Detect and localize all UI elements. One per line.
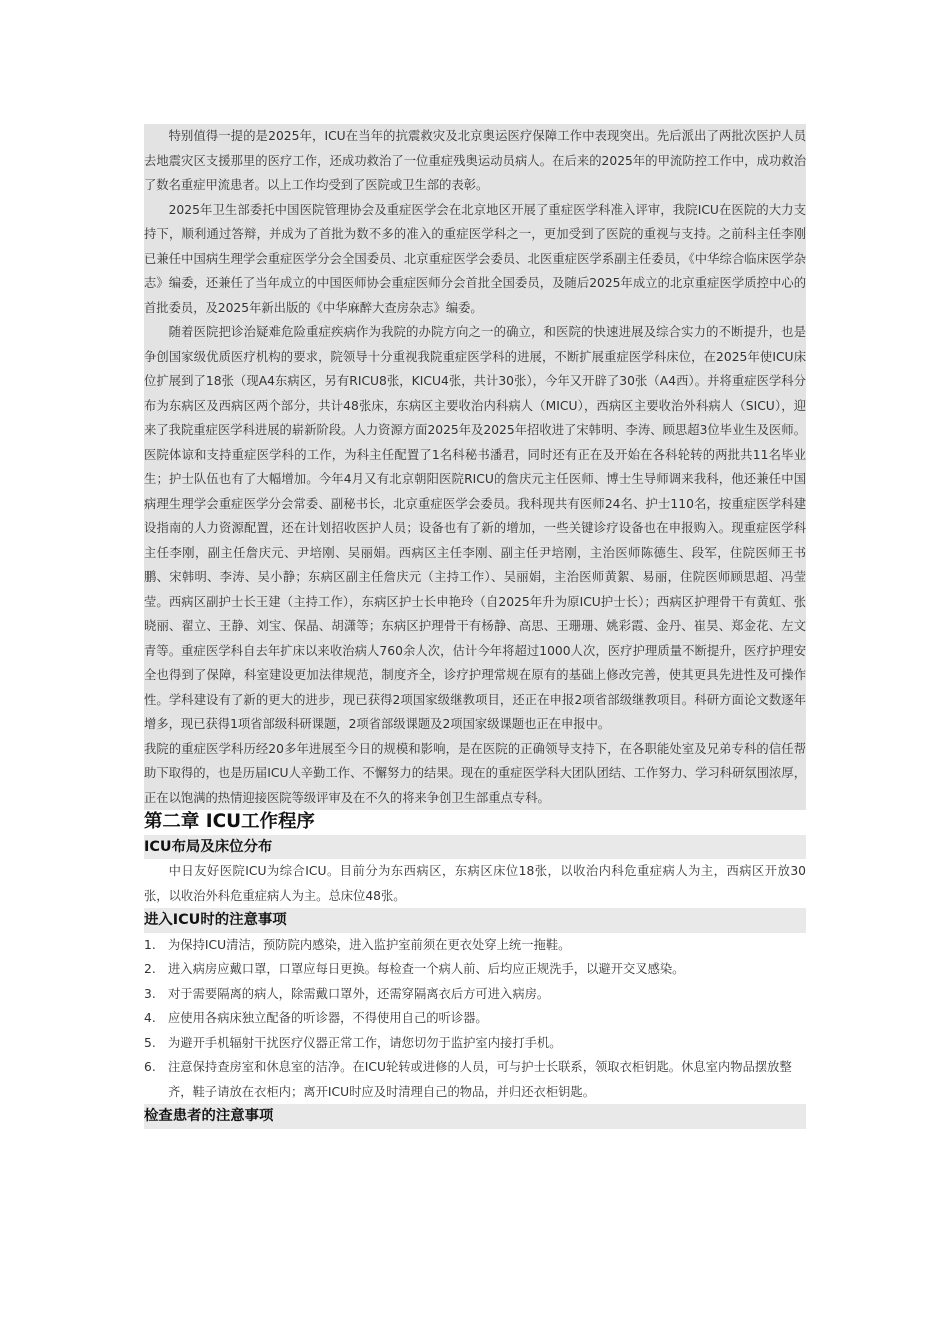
entering-rules-list	[144, 933, 806, 1105]
paragraph-2025-highlights: 特别值得一提的是2025年，ICU在当年的抗震救灾及北京奥运医疗保障工作中表现突出。先后派出了两批次医护人员去地震灾区支援那里的医疗工作，还成功救治了一位重症残奥运动员病人。在后来的2025年的甲流防控工作中，成功救治了数名重症甲流患者。以上工作均受到了医院或卫生部的表彰。	[144, 124, 806, 198]
section-title-layout: ICU布局及床位分布	[144, 835, 806, 860]
list-item: 4. 应使用各病床独立配备的听诊器，不得使用自己的听诊器。	[144, 1011, 488, 1025]
paragraph-accreditation: 2025年卫生部委托中国医院管理协会及重症医学会在北京地区开展了重症医学科准入评审，我院ICU在医院的大力支持下，顺利通过答辩，并成为了首批为数不多的准入的重症医学科之一，更加受到了医院的重视与支持。之前科主任李刚已兼任中国病生理学会重症医学分会全国委员、北京重症医学会委员、北医重症医学系副主任委员，《中华综合临床医学杂志》编委，还兼任了当年成立的中国医师协会重症医师分会首批全国委员，及随后2025年成立的北京重症医学质控中心的首批委员，及2025年新出版的《中华麻醉大查房杂志》编委。	[144, 198, 806, 321]
section-title-entering: 进入ICU时的注意事项	[144, 908, 806, 933]
list-item: 5. 为避开手机辐射干扰医疗仪器正常工作，请您切勿于监护室内接打手机。	[144, 1035, 562, 1050]
list-item: 2. 进入病房应戴口罩，口罩应每日更换。每检查一个病人前、后均应正规洗手，以避开交叉感染。	[144, 962, 685, 976]
paragraph-summary: 我院的重症医学科历经20多年进展至今日的规模和影响，是在医院的正确领导支持下，在各职能处室及兄弟专科的信任帮助下取得的，也是历届ICU人辛勤工作、不懈努力的结果。现在的重症医学科大团队团结、工作努力、学习科研氛围浓厚，正在以饱满的热情迎接医院等级评审及在不久的将来争创卫生部重点专科。	[144, 737, 806, 811]
list-item: 1. 为保持ICU清洁，预防院内感染，进入监护室前须在更衣处穿上统一拖鞋。	[144, 937, 571, 952]
chapter-title: 第二章 ICU工作程序	[144, 811, 315, 832]
paragraph-layout: 中日友好医院ICU为综合ICU。目前分为东西病区，东病区床位18张，以收治内科危重症病人为主，西病区开放30张，以收治外科危重症病人为主。总床位48张。	[144, 864, 806, 903]
section-title-examining: 检查患者的注意事项	[144, 1104, 806, 1129]
list-item: 6. 注意保持查房室和休息室的洁净。在ICU轮转或进修的人员，可与护士长联系，领取衣柜钥匙。休息室内物品摆放整齐，鞋子请放在衣柜内；离开ICU时应及时清理自己的物品，并归还衣柜钥匙。	[144, 1060, 792, 1099]
list-item: 3. 对于需要隔离的病人，除需戴口罩外，还需穿隔离衣后方可进入病房。	[144, 986, 550, 1001]
paragraph-development: 随着医院把诊治疑难危险重症疾病作为我院的办院方向之一的确立，和医院的快速进展及综合实力的不断提升，也是争创国家级优质医疗机构的要求，院领导十分重视我院重症医学科的进展，不断扩展重症医学科床位，在2025年使ICU床位扩展到了18张（现A4东病区，另有RICU8张，KICU4张，共计30张），今年又开辟了30张（A4西）。并将重症医学科分布为东病区及西病区两个部分，共计48张床，东病区主要收治内科病人（MICU），西病区主要收治外科病人（SICU），迎来了我院重症医学科进展的崭新阶段。人力资源方面2025年及2025年招收进了宋韩明、李涛、顾思超3位毕业生及医师。医院体谅和支持重症医学科的工作，为科主任配置了1名科秘书潘君，同时还有正在及开始在各科轮转的两批共11名毕业生；护士队伍也有了大幅增加。今年4月又有北京朝阳医院RICU的詹庆元主任医师、博士生导师调来我科，他还兼任中国病理生理学会重症医学分会常委、副秘书长，北京重症医学会委员。我科现共有医师24名、护士110名，按重症医学科建设指南的人力资源配置，还在计划招收医护人员；设备也有了新的增加，一些关键诊疗设备也在申报购入。现重症医学科主任李刚，副主任詹庆元、尹培刚、吴丽娟。西病区主任李刚、副主任尹培刚，主治医师陈德生、段军，住院医师王书鹏、宋韩明、李涛、吴小静；东病区副主任詹庆元（主持工作）、吴丽娟，主治医师黄絮、易丽，住院医师顾思超、冯莹莹。西病区副护士长王建（主持工作），东病区护士长申艳玲（自2025年升为原ICU护士长）；西病区护理骨干有黄虹、张晓丽、翟立、王静、刘宝、保晶、胡潇等；东病区护理骨干有杨静、高思、王珊珊、姚彩霞、金丹、崔昊、郑金花、左文青等。重症医学科自去年扩床以来收治病人760余人次，估计今年将超过1000人次，医疗护理质量不断提升，医疗护理安全也得到了保障，科室建设更加法律规范，制度齐全，诊疗护理常规在原有的基础上修改完善，使其更具先进性及可操作性。学科建设有了新的更大的进步，现已获得2项国家级继教项目，还正在申报2项省部级继教项目。科研方面论文数逐年增多，现已获得1项省部级科研课题，2项省部级课题及2项国家级课题也正在申报中。	[144, 320, 806, 737]
document-body	[144, 124, 806, 1129]
